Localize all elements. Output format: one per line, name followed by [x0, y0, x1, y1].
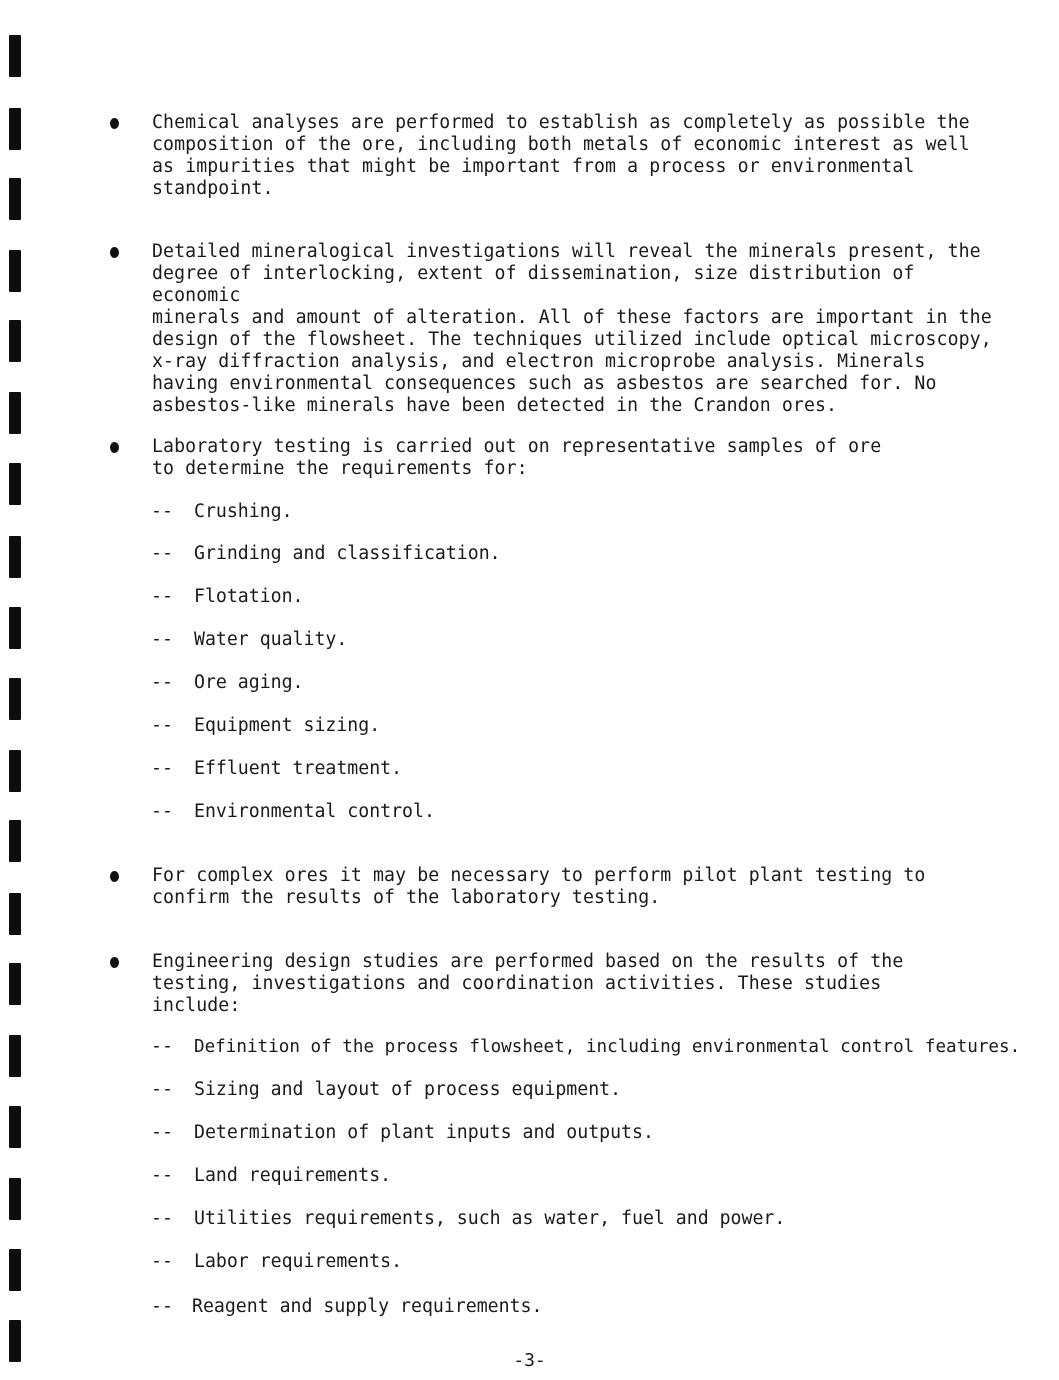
dash-marker: --	[151, 1122, 173, 1143]
dash-marker: --	[151, 1036, 173, 1057]
page-number: -3-	[513, 1350, 546, 1371]
list-item-text: Utilities requirements, such as water, fuel and power.	[194, 1208, 786, 1229]
list-item-text: Equipment sizing.	[194, 715, 381, 736]
binding-mark	[9, 35, 21, 77]
binding-mark	[9, 250, 21, 292]
binding-mark	[9, 820, 21, 862]
dash-marker: --	[151, 1165, 173, 1186]
paragraph: Laboratory testing is carried out on representative samples of ore to determine the requirements for:	[152, 436, 882, 479]
dash-marker: --	[151, 672, 173, 693]
list-item-text: Ore aging.	[194, 672, 304, 693]
binding-mark	[9, 1249, 21, 1291]
dash-marker: --	[151, 543, 173, 564]
bullet-dot	[110, 871, 119, 882]
binding-mark	[9, 392, 21, 434]
list-item-text: Determination of plant inputs and outputs.	[194, 1122, 654, 1143]
binding-mark	[9, 750, 21, 792]
list-item-text: Labor requirements.	[194, 1251, 403, 1272]
list-item-text: Flotation.	[194, 586, 304, 607]
dash-marker: --	[151, 1208, 173, 1229]
dash-marker: --	[151, 1251, 173, 1272]
list-item-text: Grinding and classification.	[194, 543, 501, 564]
binding-mark	[9, 320, 21, 362]
dash-marker: --	[151, 501, 173, 522]
binding-mark	[9, 1035, 21, 1077]
bullet-dot	[110, 957, 119, 968]
dash-marker: --	[151, 758, 173, 779]
dash-marker: --	[151, 586, 173, 607]
binding-mark	[9, 678, 21, 720]
dash-marker: --	[151, 1079, 173, 1100]
bullet-dot	[110, 118, 119, 129]
list-item-text: Water quality.	[194, 629, 348, 650]
dash-marker: --	[151, 1296, 173, 1317]
paragraph: Chemical analyses are performed to establish as completely as possible the composition of the ore, including both metals of economic interest as well as impurities that might be important from a process or environmental standpoint.	[152, 112, 970, 199]
list-item-text: Reagent and supply requirements.	[192, 1296, 543, 1317]
binding-marks	[0, 0, 30, 1380]
list-item-text: Effluent treatment.	[194, 758, 403, 779]
binding-mark	[9, 1178, 21, 1220]
binding-mark	[9, 607, 21, 649]
bullet-dot	[110, 442, 119, 453]
list-item-text: Land requirements.	[194, 1165, 392, 1186]
paragraph: For complex ores it may be necessary to perform pilot plant testing to confirm the results of the laboratory testing.	[152, 865, 926, 908]
list-item-text: Sizing and layout of process equipment.	[194, 1079, 622, 1100]
binding-mark	[9, 463, 21, 505]
list-item-text: Environmental control.	[194, 801, 435, 822]
binding-mark	[9, 963, 21, 1005]
paragraph: Detailed mineralogical investigations will reveal the minerals present, the degree of interlocking, extent of dissemination, size distribution of economic minerals and amount of alteration. All of these factors are important in the design of the flowsheet. The techniques utilized include optical microscopy, x-ray diffraction analysis, and electron microprobe analysis. Minerals having environmental consequences such as asbestos are searched for. No asbestos-like minerals have been detected in the Crandon ores.	[152, 241, 992, 416]
list-item-text: Definition of the process flowsheet, including environmental control features.	[194, 1037, 1021, 1057]
dash-marker: --	[151, 715, 173, 736]
binding-mark	[9, 108, 21, 150]
dash-marker: --	[151, 801, 173, 822]
bullet-dot	[110, 247, 119, 258]
list-item-text: Crushing.	[194, 501, 293, 522]
dash-marker: --	[151, 629, 173, 650]
binding-mark	[9, 893, 21, 935]
binding-mark	[9, 536, 21, 578]
binding-mark	[9, 178, 21, 220]
paragraph: Engineering design studies are performed based on the results of the testing, investigations and coordination activities. These studies include:	[152, 951, 904, 1016]
binding-mark	[9, 1106, 21, 1148]
